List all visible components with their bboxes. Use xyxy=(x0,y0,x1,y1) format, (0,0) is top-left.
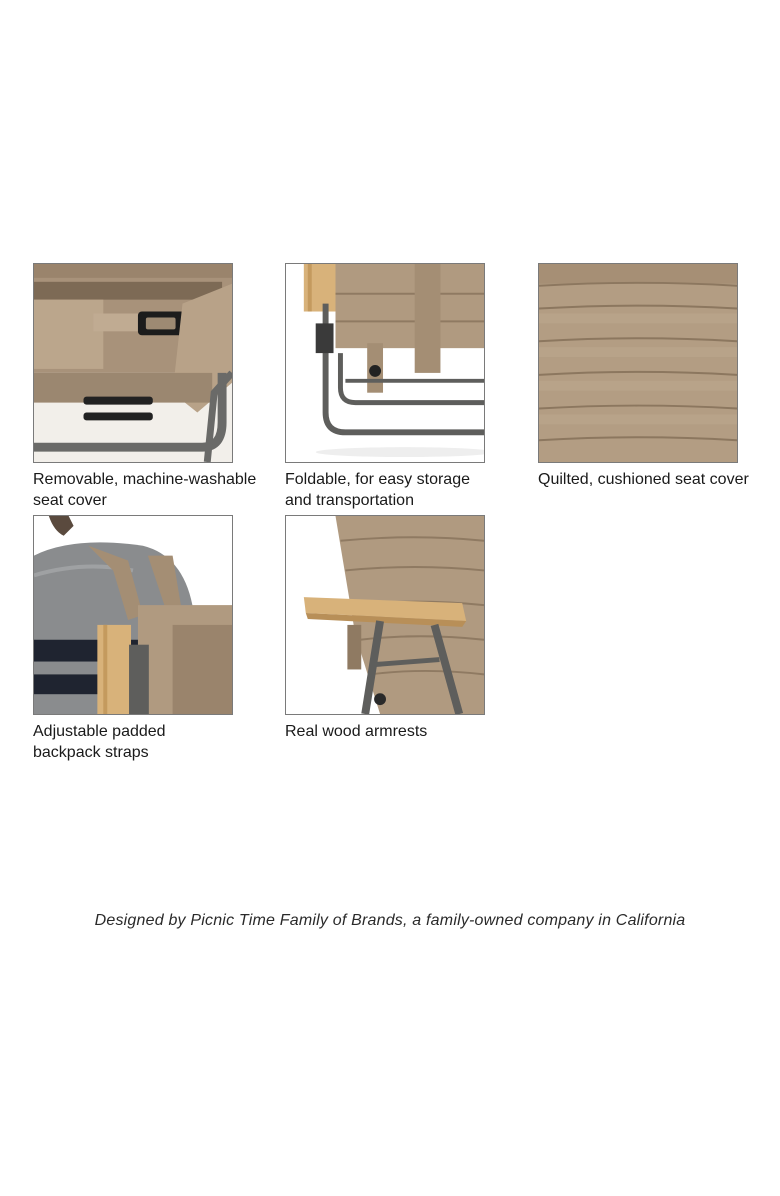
caption-line: Quilted, cushioned seat cover xyxy=(538,471,749,488)
caption-seat-cover xyxy=(33,469,263,511)
caption-quilted xyxy=(538,469,768,490)
feature-image-wood-armrests xyxy=(285,515,485,715)
caption-line: seat cover xyxy=(33,492,107,509)
caption-line: Adjustable padded xyxy=(33,723,166,740)
caption-wood-armrests xyxy=(285,721,515,742)
feature-image-seat-cover xyxy=(33,263,233,463)
caption-line: Foldable, for easy storage xyxy=(285,471,470,488)
foldable-photo xyxy=(286,264,484,462)
feature-image-quilted xyxy=(538,263,738,463)
backpack-straps-photo xyxy=(34,516,232,714)
brand-tagline: Designed by Picnic Time Family of Brands, a family-owned company in California xyxy=(94,912,686,929)
feature-image-foldable xyxy=(285,263,485,463)
feature-image-backpack-straps xyxy=(33,515,233,715)
caption-line: and transportation xyxy=(285,492,414,509)
quilted-photo xyxy=(539,264,737,462)
seat-cover-photo xyxy=(34,264,232,462)
caption-foldable xyxy=(285,469,515,511)
wood-armrests-photo xyxy=(286,516,484,714)
caption-line: Real wood armrests xyxy=(285,723,428,740)
caption-backpack-straps xyxy=(33,721,263,763)
caption-line: backpack straps xyxy=(33,744,149,761)
caption-line: Removable, machine-washable xyxy=(33,471,257,488)
